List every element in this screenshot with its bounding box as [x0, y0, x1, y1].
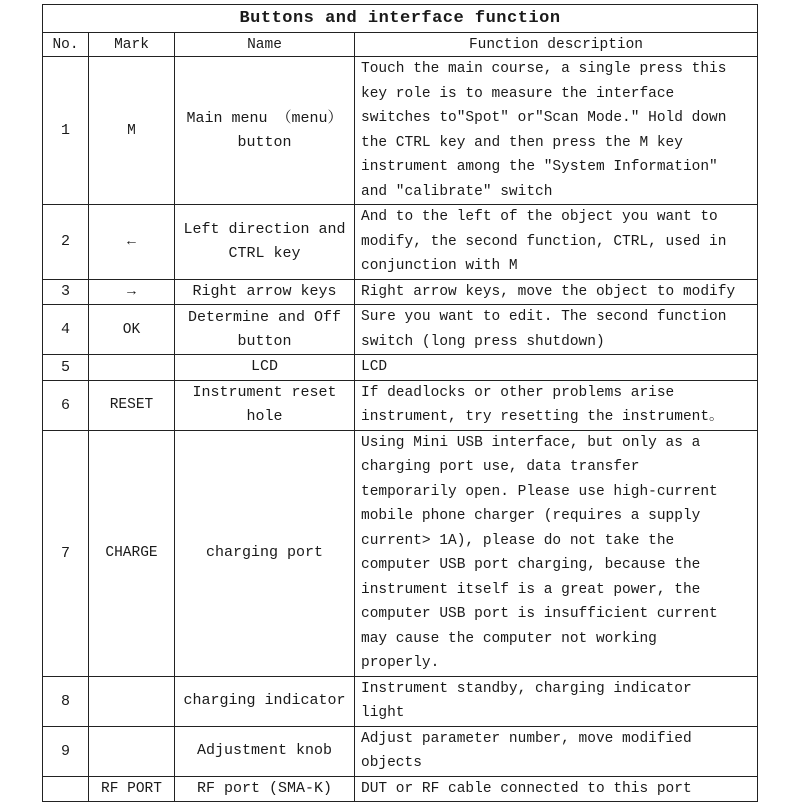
- description-line: current> 1A), please do not take the: [361, 532, 675, 549]
- description-line: And to the left of the object you want to: [361, 209, 718, 225]
- name-line: Adjustment knob: [196, 742, 333, 759]
- row-number: 9: [43, 726, 89, 776]
- row-name: [175, 776, 355, 802]
- row-function-description: [355, 305, 758, 355]
- name-line: CTRL key: [228, 244, 301, 262]
- table-body: [43, 57, 758, 802]
- description-line: may cause the computer not working: [361, 630, 657, 647]
- name-line: hole: [246, 408, 283, 425]
- description-line: temporarily open. Please use high-current: [361, 483, 718, 500]
- row-mark: OK: [89, 305, 175, 355]
- row-name: [175, 355, 355, 381]
- row-name: [175, 430, 355, 676]
- row-mark: RF PORT: [89, 776, 175, 802]
- description-line: instrument itself is a great power, the: [361, 581, 701, 598]
- description-line: LCD: [361, 359, 388, 375]
- name-line: Determine and Off: [187, 308, 342, 326]
- description-line: instrument among the "System Information": [361, 159, 718, 175]
- description-line: mobile phone charger (requires a supply: [361, 508, 701, 524]
- row-function-description: [355, 57, 758, 205]
- description-line: objects: [361, 755, 422, 771]
- row-number: 3: [43, 279, 89, 305]
- row-number: 8: [43, 676, 89, 726]
- name-line: button: [237, 133, 292, 151]
- name-line: Instrument reset: [192, 384, 337, 401]
- row-number: 7: [43, 430, 89, 676]
- name-line: button: [237, 332, 292, 350]
- table-row: [43, 430, 758, 676]
- row-function-description: [355, 380, 758, 430]
- table-row: [43, 726, 758, 776]
- description-line: instrument, try resetting the instrument。: [361, 409, 724, 425]
- description-line: switch (long press shutdown): [361, 333, 605, 350]
- row-mark: [89, 355, 175, 381]
- table-row: [43, 205, 758, 280]
- description-line: the CTRL key and then press the M key: [361, 134, 683, 151]
- row-function-description: [355, 430, 758, 676]
- description-line: light: [361, 705, 405, 721]
- row-mark: [89, 726, 175, 776]
- table-row: [43, 57, 758, 205]
- description-line: switches to"Spot" or"Scan Mode." Hold down: [361, 110, 727, 126]
- row-name: [175, 279, 355, 305]
- name-line: Right arrow keys: [192, 282, 337, 300]
- row-function-description: [355, 726, 758, 776]
- name-line: LCD: [250, 358, 278, 376]
- header-function: Function description: [355, 33, 758, 57]
- table-row: [43, 380, 758, 430]
- header-row: [43, 33, 758, 57]
- row-mark: [89, 676, 175, 726]
- buttons-function-table: [42, 4, 758, 802]
- description-line: Using Mini USB interface, but only as a: [361, 434, 701, 451]
- name-line: RF port (SMA-K): [196, 779, 333, 797]
- table-row: [43, 355, 758, 381]
- row-number: 2: [43, 205, 89, 280]
- row-name: [175, 305, 355, 355]
- table-title: Buttons and interface function: [43, 5, 758, 33]
- row-number: [43, 776, 89, 802]
- row-number: 5: [43, 355, 89, 381]
- description-line: properly.: [361, 655, 440, 671]
- name-line: charging port: [205, 544, 324, 561]
- table-row: [43, 305, 758, 355]
- row-name: [175, 726, 355, 776]
- function-table-sheet: [42, 4, 757, 797]
- table-row: [43, 676, 758, 726]
- description-line: computer USB port is insufficient current: [361, 606, 718, 622]
- name-line: Left direction and: [183, 220, 346, 238]
- row-name: [175, 57, 355, 205]
- row-number: 6: [43, 380, 89, 430]
- description-line: and "calibrate" switch: [361, 183, 553, 200]
- table-row: [43, 279, 758, 305]
- table-row: [43, 776, 758, 802]
- header-no: No.: [43, 33, 89, 57]
- name-line: charging indicator: [183, 692, 346, 709]
- description-line: Adjust parameter number, move modified: [361, 730, 692, 747]
- row-function-description: [355, 279, 758, 305]
- row-function-description: [355, 355, 758, 381]
- description-line: Right arrow keys, move the object to modify: [361, 283, 736, 300]
- description-line: charging port use, data transfer: [361, 459, 640, 475]
- row-number: 1: [43, 57, 89, 205]
- description-line: computer USB port charging, because the: [361, 557, 701, 573]
- row-function-description: [355, 205, 758, 280]
- description-line: Touch the main course, a single press this: [361, 61, 727, 77]
- row-mark: →: [89, 279, 175, 305]
- row-function-description: [355, 776, 758, 802]
- row-name: [175, 676, 355, 726]
- description-line: modify, the second function, CTRL, used in: [361, 233, 727, 250]
- description-line: key role is to measure the interface: [361, 85, 675, 102]
- description-line: If deadlocks or other problems arise: [361, 384, 675, 401]
- description-line: conjunction with M: [361, 258, 518, 274]
- row-mark: ←: [89, 205, 175, 280]
- row-number: 4: [43, 305, 89, 355]
- description-line: DUT or RF cable connected to this port: [361, 780, 692, 797]
- description-line: Instrument standby, charging indicator: [361, 680, 692, 697]
- row-name: [175, 205, 355, 280]
- row-mark: CHARGE: [89, 430, 175, 676]
- row-function-description: [355, 676, 758, 726]
- row-mark: M: [89, 57, 175, 205]
- row-name: [175, 380, 355, 430]
- header-mark: Mark: [89, 33, 175, 57]
- description-line: Sure you want to edit. The second function: [361, 309, 727, 325]
- name-line: Main menu （menu）: [186, 109, 343, 127]
- row-mark: RESET: [89, 380, 175, 430]
- header-name: Name: [175, 33, 355, 57]
